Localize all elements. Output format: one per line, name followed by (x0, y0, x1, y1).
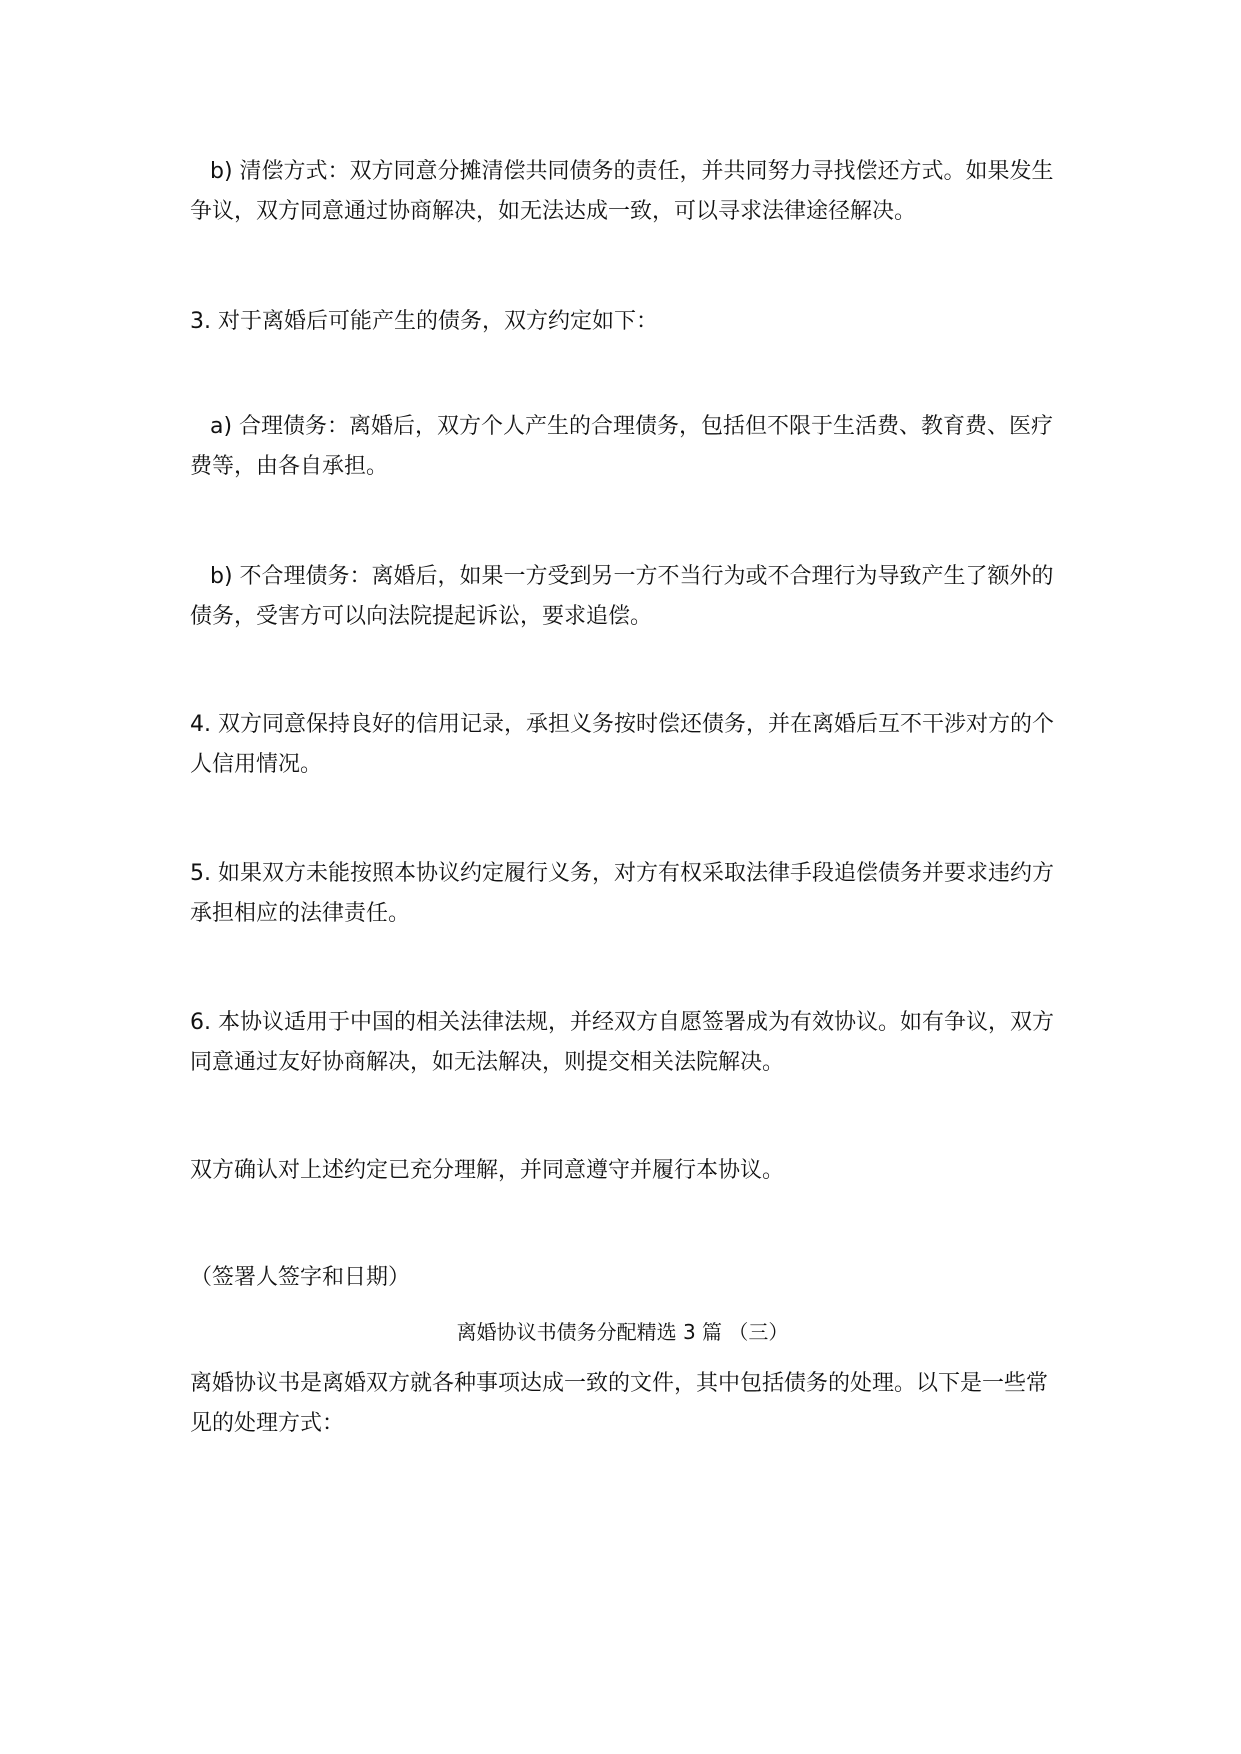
paragraph-confirmation: 双方确认对上述约定已充分理解，并同意遵守并履行本协议。 (190, 1158, 785, 1183)
paragraph-reasonable-debt: a) 合理债务：离婚后，双方个人产生的合理债务，包括但不限于生活费、教育费、医疗费等，由各自承担。 (190, 414, 1054, 479)
paragraph-repayment-method: b) 清偿方式：双方同意分摊清偿共同债务的责任，并共同努力寻找偿还方式。如果发生争议，双方同意通过协商解决，如无法达成一致，可以寻求法律途径解决。 (190, 159, 1054, 224)
paragraph-intro: 离婚协议书是离婚双方就各种事项达成一致的文件，其中包括债务的处理。以下是一些常见的处理方式： (190, 1371, 1049, 1436)
paragraph-clause-4: 4. 双方同意保持良好的信用记录，承担义务按时偿还债务，并在离婚后互不干涉对方的个人信用情况。 (190, 712, 1054, 777)
signature-note: （签署人签字和日期） (190, 1265, 411, 1290)
paragraph-clause-6: 6. 本协议适用于中国的相关法律法规，并经双方自愿签署成为有效协议。如有争议，双方同意通过友好协商解决，如无法解决，则提交相关法院解决。 (190, 1010, 1054, 1075)
paragraph-clause-5: 5. 如果双方未能按照本协议约定履行义务，对方有权采取法律手段追偿债务并要求违约方承担相应的法律责任。 (190, 861, 1054, 926)
section-heading: 离婚协议书债务分配精选 3 篇 （三） (456, 1320, 789, 1344)
paragraph-unreasonable-debt: b) 不合理债务：离婚后，如果一方受到另一方不当行为或不合理行为导致产生了额外的债务，受害方可以向法院提起诉讼，要求追偿。 (190, 564, 1054, 629)
paragraph-clause-3: 3. 对于离婚后可能产生的债务，双方约定如下： (190, 309, 658, 334)
